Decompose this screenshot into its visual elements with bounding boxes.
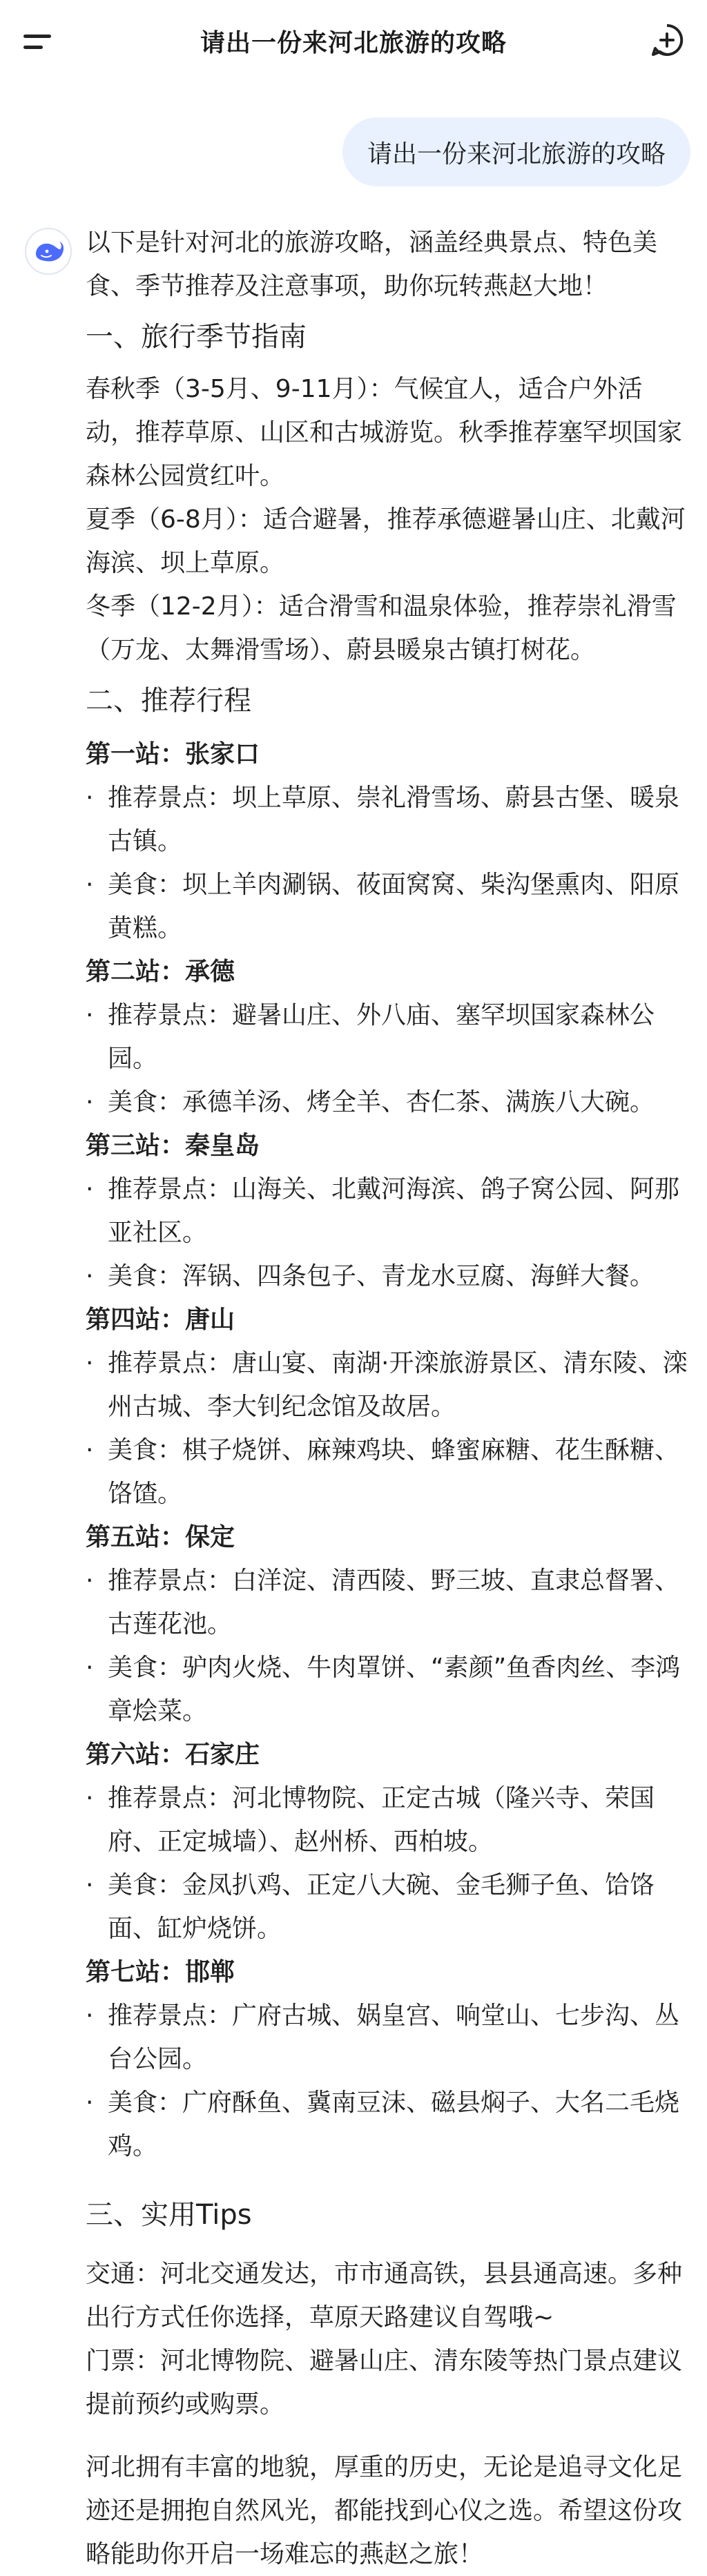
itinerary-stop [86,1950,688,2168]
tip-item: 门票：河北博物院、避暑山庄、清东陵等热门景点建议提前预约或购票。 [86,2347,683,2419]
stop-title: 第三站：秦皇岛 [86,1132,260,1160]
stop-sights: · 推荐景点：白洋淀、清西陵、野三坡、直隶总督署、古莲花池。 [86,1567,680,1638]
tip-item: 交通：河北交通发达，市市通高铁，县县通高速。多种出行方式任你选择，草原天路建议自驾哦~ [86,2260,683,2332]
stop-food: · 美食：浑锅、四条包子、青龙水豆腐、海鲜大餐。 [86,1262,655,1290]
stop-sights: · 推荐景点：坝上草原、崇礼滑雪场、蔚县古堡、暖泉古镇。 [86,784,680,855]
user-message-text: 请出一份来河北旅游的攻略 [367,139,666,168]
section-heading: 三、实用Tips [86,2199,252,2231]
itinerary-stop [86,733,688,950]
stop-food: · 美食：广府酥鱼、冀南豆沫、磁县焖子、大名二毛烧鸡。 [86,2089,680,2160]
season-item: 冬季（12-2月）：适合滑雪和温泉体验，推荐崇礼滑雪（万龙、太舞滑雪场）、蔚县暖泉古镇打树花。 [86,592,677,664]
stop-title: 第一站：张家口 [86,740,260,768]
stop-food: · 美食：金凤扒鸡、正定八大碗、金毛狮子鱼、饸饹面、缸炉烧饼。 [86,1871,655,1943]
itinerary-stop [86,1298,688,1515]
assistant-answer [86,221,688,2576]
stop-title: 第五站：保定 [86,1523,235,1551]
stop-sights: · 推荐景点：避暑山庄、外八庙、塞罕坝国家森林公园。 [86,1001,655,1073]
new-chat-icon [649,22,685,58]
stop-title: 第六站：石家庄 [86,1741,260,1769]
stop-title: 第七站：邯郸 [86,1958,235,1986]
itinerary-stop [86,1515,688,1733]
stop-food: · 美食：驴肉火烧、牛肉罩饼、“素颜”鱼香肉丝、李鸿章烩菜。 [86,1654,681,1725]
new-chat-button[interactable] [649,22,685,58]
stop-sights: · 推荐景点：山海关、北戴河海滨、鸽子窝公园、阿那亚社区。 [86,1175,680,1247]
season-item: 春秋季（3-5月、9-11月）：气候宜人，适合户外活动，推荐草原、山区和古城游览。秋季推荐塞罕坝国家森林公园赏红叶。 [86,375,683,490]
assistant-avatar [25,228,72,275]
season-item: 夏季（6-8月）：适合避暑，推荐承德避暑山庄、北戴河海滨、坝上草原。 [86,505,686,577]
itinerary-stop [86,1124,688,1298]
answer-closing: 河北拥有丰富的地貌，厚重的历史，无论是追寻文化足迹还是拥抱自然风光，都能找到心仪之选。希望这份攻略能助你开启一场难忘的燕赵之旅！ [86,2453,683,2568]
stop-sights: · 推荐景点：广府古城、娲皇宫、响堂山、七步沟、丛台公园。 [86,2002,680,2073]
section-heading: 一、旅行季节指南 [86,321,307,353]
stop-title: 第四站：唐山 [86,1306,235,1334]
stop-sights: · 推荐景点：唐山宴、南湖·开滦旅游景区、清东陵、滦州古城、李大钊纪念馆及故居。 [86,1349,688,1421]
stop-food: · 美食：坝上羊肉涮锅、莜面窝窝、柴沟堡熏肉、阳原黄糕。 [86,871,680,942]
whale-logo-icon [26,229,70,273]
top-bar [0,0,707,80]
stop-food: · 美食：承德羊汤、烤全羊、杏仁茶、满族八大碗。 [86,1088,655,1116]
itinerary-stop [86,1733,688,1950]
stop-food: · 美食：棋子烧饼、麻辣鸡块、蜂蜜麻糖、花生酥糖、饹馇。 [86,1436,680,1508]
itinerary-stop [86,950,688,1124]
section-heading: 二、推荐行程 [86,685,251,717]
answer-intro: 以下是针对河北的旅游攻略，涵盖经典景点、特色美食、季节推荐及注意事项，助你玩转燕赵大地！ [86,229,658,300]
stop-title: 第二站：承德 [86,958,235,986]
stop-sights: · 推荐景点：河北博物院、正定古城（隆兴寺、荣国府、正定城墙）、赵州桥、西柏坡。 [86,1784,655,1856]
user-message-bubble [342,117,690,186]
chat-title: 请出一份来河北旅游的攻略 [200,29,507,57]
